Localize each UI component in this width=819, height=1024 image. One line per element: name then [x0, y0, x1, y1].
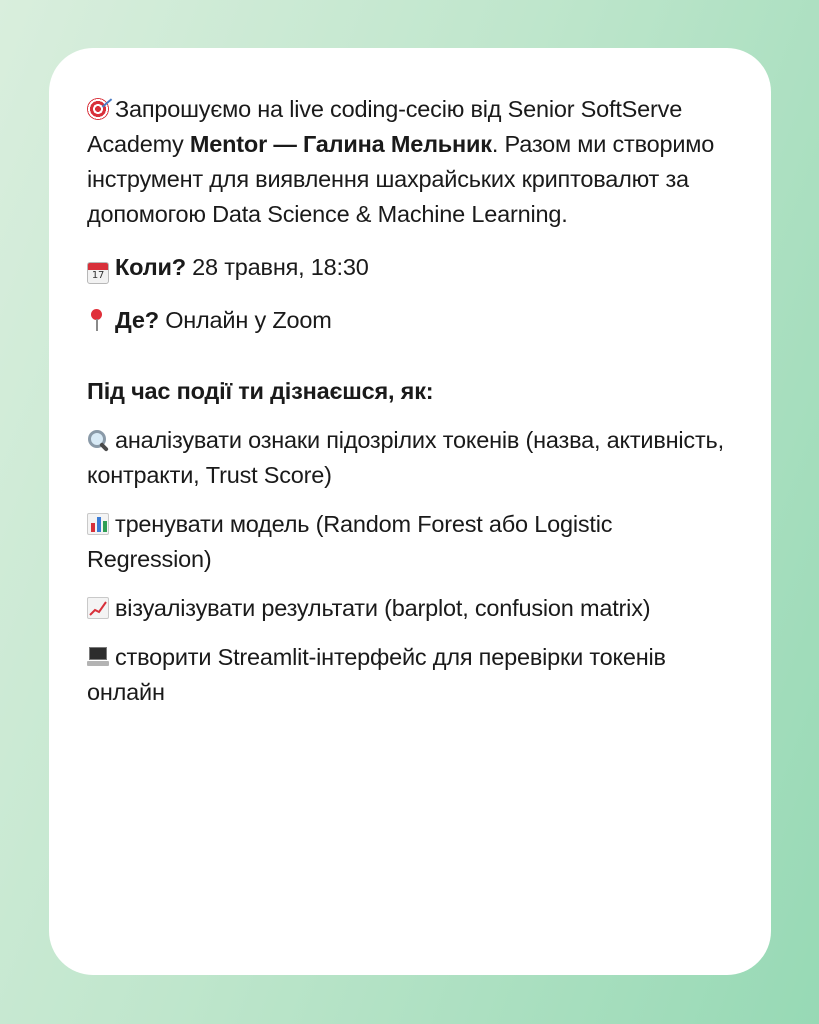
- when-value: 28 травня, 18:30: [185, 254, 369, 280]
- target-icon: [87, 98, 109, 120]
- intro-text-continued: . Разом ми створимо інструмент для виявлення шахрайських криптовалют за допомогою Data Science & Machine Learning.: [87, 131, 715, 227]
- list-item: [87, 507, 733, 577]
- mentor-name: Mentor — Галина Мельник: [189, 131, 492, 157]
- where-value: Онлайн у Zoom: [158, 307, 332, 333]
- calendar-icon: 17: [87, 262, 109, 284]
- post-card: [49, 48, 771, 975]
- pin-icon: [87, 309, 109, 331]
- list-item-text: візуалізувати результати (barplot, confusion matrix): [115, 595, 651, 621]
- event-date: [87, 250, 733, 285]
- list-item: [87, 640, 733, 710]
- list-item: [87, 591, 733, 626]
- laptop-icon: [87, 646, 109, 668]
- list-item-text: створити Streamlit-інтерфейс для перевірки токенів онлайн: [87, 644, 666, 705]
- intro-paragraph: [87, 92, 733, 232]
- search-icon: [87, 429, 109, 451]
- list-item: [87, 423, 733, 493]
- intro-text: Запрошуємо на live coding-сесію від Senior SoftServe Academy: [87, 96, 683, 157]
- line-chart-icon: [87, 597, 109, 619]
- event-location: [87, 303, 733, 338]
- where-label: Де?: [115, 307, 159, 333]
- when-label: Коли?: [115, 254, 186, 280]
- list-item-text: аналізувати ознаки підозрілих токенів (назва, активність, контракти, Trust Score): [87, 427, 724, 488]
- list-item-text: тренувати модель (Random Forest або Logistic Regression): [87, 511, 613, 572]
- bar-chart-icon: [87, 513, 109, 535]
- learn-heading: Під час події ти дізнаєшся, як:: [87, 378, 434, 404]
